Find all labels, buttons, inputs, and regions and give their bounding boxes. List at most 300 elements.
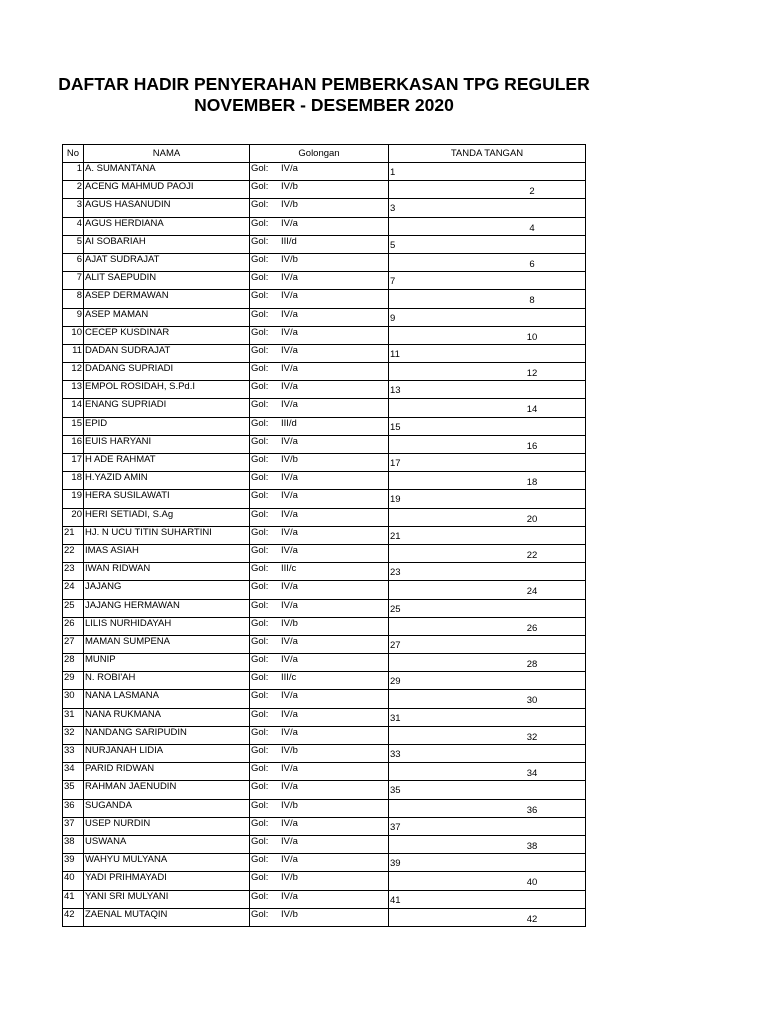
gol-value: IV/b [281,253,298,265]
row-nama: JAJANG HERMAWAN [84,599,250,617]
table-row [63,708,586,726]
header-no: No [63,145,84,163]
gol-value: IV/a [281,599,298,611]
row-number: 14 [63,399,84,417]
row-number: 16 [63,435,84,453]
gol-prefix: Gol: [251,708,269,720]
row-signature [389,781,586,799]
signature-number: 13 [390,385,401,397]
row-number: 38 [63,835,84,853]
row-signature [389,544,586,562]
signature-number: 8 [529,295,535,307]
gol-prefix: Gol: [251,308,269,320]
row-signature [389,363,586,381]
row-number: 33 [63,745,84,763]
table-row [63,817,586,835]
gol-prefix: Gol: [251,253,269,265]
gol-value: IV/b [281,454,298,465]
table-row [63,163,586,181]
row-nama: ASEP DERMAWAN [84,290,250,308]
row-golongan [250,435,389,453]
row-number: 25 [63,599,84,617]
gol-prefix: Gol: [251,817,269,829]
row-number: 6 [63,253,84,271]
row-golongan [250,781,389,799]
gol-value: IV/b [281,617,298,629]
row-golongan [250,890,389,908]
row-nama: MAMAN SUMPENA [84,635,250,653]
row-golongan [250,472,389,490]
row-nama: N. ROBI'AH [84,672,250,690]
row-golongan [250,181,389,199]
row-signature [389,708,586,726]
gol-prefix: Gol: [251,635,269,647]
signature-number: 6 [529,258,535,270]
table-row [63,472,586,490]
row-signature [389,599,586,617]
gol-prefix: Gol: [251,526,269,538]
row-number: 1 [63,163,84,181]
table-row [63,854,586,872]
row-golongan [250,617,389,635]
row-number: 32 [63,726,84,744]
signature-number: 16 [526,440,538,452]
table-row [63,199,586,217]
gol-value: IV/a [281,890,298,902]
row-nama: IWAN RIDWAN [84,563,250,581]
table-row [63,908,586,926]
table-row [63,308,586,326]
row-number: 11 [63,344,84,362]
row-signature [389,563,586,581]
gol-prefix: Gol: [251,399,269,411]
gol-prefix: Gol: [251,199,269,211]
row-signature [389,872,586,890]
gol-prefix: Gol: [251,272,269,284]
gol-value: IV/a [281,763,298,775]
row-golongan [250,817,389,835]
table-row [63,890,586,908]
signature-number: 36 [526,804,538,816]
gol-prefix: Gol: [251,799,269,811]
signature-number: 19 [390,494,401,506]
row-nama: ENANG SUPRIADI [84,399,250,417]
gol-prefix: Gol: [251,835,269,847]
gol-value: IV/b [281,199,298,211]
row-signature [389,854,586,872]
gol-value: IV/a [281,381,298,393]
row-number: 36 [63,799,84,817]
gol-prefix: Gol: [251,508,269,520]
gol-value: IV/a [281,544,298,556]
table-row [63,544,586,562]
row-number: 9 [63,308,84,326]
signature-number: 11 [390,348,400,360]
row-signature [389,908,586,926]
signature-number: 22 [526,549,538,561]
signature-number: 37 [390,821,401,833]
row-nama: AGUS HERDIANA [84,217,250,235]
row-number: 30 [63,690,84,708]
attendance-table [62,144,586,927]
row-signature [389,181,586,199]
row-golongan [250,708,389,726]
row-golongan [250,326,389,344]
row-signature [389,617,586,635]
table-row [63,435,586,453]
row-nama: DADAN SUDRAJAT [84,344,250,362]
document-title-line1: DAFTAR HADIR PENYERAHAN PEMBERKASAN TPG REGULER [58,74,590,94]
row-signature [389,835,586,853]
row-number: 42 [63,908,84,926]
row-nama: ACENG MAHMUD PAOJI [84,181,250,199]
gol-prefix: Gol: [251,654,269,666]
gol-value: IV/a [281,817,298,829]
row-signature [389,581,586,599]
row-golongan [250,635,389,653]
row-golongan [250,217,389,235]
gol-prefix: Gol: [251,454,269,465]
gol-value: III/c [281,672,297,684]
signature-number: 29 [390,676,401,688]
gol-prefix: Gol: [251,235,269,247]
gol-value: IV/a [281,472,298,484]
signature-number: 25 [390,603,401,615]
gol-value: III/d [281,417,297,429]
row-number: 40 [63,872,84,890]
gol-prefix: Gol: [251,381,269,393]
table-row [63,454,586,472]
gol-prefix: Gol: [251,363,269,375]
row-golongan [250,290,389,308]
gol-value: IV/a [281,490,298,502]
gol-value: IV/a [281,690,298,702]
table-row [63,253,586,271]
row-number: 2 [63,181,84,199]
row-nama: HJ. N UCU TITIN SUHARTINI [84,526,250,544]
row-number: 8 [63,290,84,308]
gol-value: IV/a [281,781,298,793]
gol-prefix: Gol: [251,217,269,229]
row-golongan [250,272,389,290]
signature-number: 17 [390,458,401,469]
row-number: 35 [63,781,84,799]
row-signature [389,799,586,817]
gol-value: IV/a [281,217,298,229]
row-number: 31 [63,708,84,726]
table-header-row [63,145,586,163]
row-number: 20 [63,508,84,526]
row-golongan [250,508,389,526]
table-row [63,763,586,781]
row-signature [389,817,586,835]
signature-number: 41 [390,894,401,906]
gol-prefix: Gol: [251,435,269,447]
table-row [63,672,586,690]
signature-number: 27 [390,639,401,651]
row-number: 22 [63,544,84,562]
row-nama: AI SOBARIAH [84,235,250,253]
row-golongan [250,835,389,853]
row-number: 19 [63,490,84,508]
gol-value: IV/a [281,508,298,520]
row-golongan [250,381,389,399]
row-golongan [250,544,389,562]
gol-value: IV/a [281,635,298,647]
signature-number: 26 [526,622,538,634]
signature-number: 39 [390,858,401,870]
row-number: 5 [63,235,84,253]
row-nama: PARID RIDWAN [84,763,250,781]
gol-value: IV/b [281,799,298,811]
gol-prefix: Gol: [251,163,269,174]
signature-number: 1 [390,167,396,178]
gol-prefix: Gol: [251,745,269,756]
row-golongan [250,672,389,690]
signature-number: 3 [390,203,396,215]
gol-prefix: Gol: [251,872,269,884]
row-nama: H ADE RAHMAT [84,454,250,472]
row-nama: YADI PRIHMAYADI [84,872,250,890]
row-number: 17 [63,454,84,472]
gol-value: III/c [281,563,297,575]
row-nama: NANA LASMANA [84,690,250,708]
row-golongan [250,763,389,781]
signature-number: 32 [526,731,538,743]
signature-number: 15 [390,421,401,433]
gol-value: IV/a [281,654,298,666]
row-signature [389,763,586,781]
row-golongan [250,308,389,326]
row-golongan [250,799,389,817]
row-signature [389,690,586,708]
table-row [63,508,586,526]
row-signature [389,490,586,508]
table-row [63,181,586,199]
table-row [63,217,586,235]
gol-prefix: Gol: [251,690,269,702]
row-signature [389,672,586,690]
row-golongan [250,745,389,763]
signature-number: 20 [526,513,538,525]
signature-number: 24 [526,586,538,598]
gol-prefix: Gol: [251,599,269,611]
row-nama: SUGANDA [84,799,250,817]
row-signature [389,272,586,290]
table-row [63,490,586,508]
table-row [63,599,586,617]
gol-value: IV/a [281,272,298,284]
row-number: 37 [63,817,84,835]
gol-prefix: Gol: [251,854,269,866]
table-row [63,344,586,362]
row-golongan [250,854,389,872]
row-golongan [250,726,389,744]
row-signature [389,163,586,181]
row-number: 10 [63,326,84,344]
table-row [63,726,586,744]
header-nama: NAMA [84,145,250,163]
row-nama: IMAS ASIAH [84,544,250,562]
row-nama: HERI SETIADI, S.Ag [84,508,250,526]
row-nama: H.YAZID AMIN [84,472,250,490]
gol-prefix: Gol: [251,290,269,302]
signature-number: 21 [390,530,401,542]
signature-number: 14 [526,404,538,416]
row-nama: YANI SRI MULYANI [84,890,250,908]
gol-prefix: Gol: [251,781,269,793]
row-golongan [250,235,389,253]
table-row [63,781,586,799]
gol-value: IV/a [281,326,298,338]
row-nama: EPID [84,417,250,435]
row-golongan [250,399,389,417]
table-row [63,272,586,290]
row-nama: EMPOL ROSIDAH, S.Pd.I [84,381,250,399]
table-row [63,635,586,653]
row-number: 24 [63,581,84,599]
signature-number: 33 [390,749,401,760]
table-row [63,326,586,344]
row-signature [389,454,586,472]
row-nama: EUIS HARYANI [84,435,250,453]
gol-prefix: Gol: [251,563,269,575]
row-signature [389,308,586,326]
gol-value: IV/a [281,708,298,720]
row-number: 26 [63,617,84,635]
row-golongan [250,599,389,617]
row-number: 23 [63,563,84,581]
table-row [63,526,586,544]
row-nama: ZAENAL MUTAQIN [84,908,250,926]
row-number: 12 [63,363,84,381]
row-nama: LILIS NURHIDAYAH [84,617,250,635]
row-golongan [250,199,389,217]
gol-value: IV/b [281,181,298,193]
row-nama: AGUS HASANUDIN [84,199,250,217]
gol-value: IV/a [281,363,298,375]
row-number: 21 [63,526,84,544]
row-nama: RAHMAN JAENUDIN [84,781,250,799]
signature-number: 9 [390,312,396,324]
gol-prefix: Gol: [251,417,269,429]
gol-prefix: Gol: [251,181,269,193]
row-number: 13 [63,381,84,399]
table-row [63,745,586,763]
gol-value: IV/a [281,581,298,593]
row-signature [389,290,586,308]
row-signature [389,726,586,744]
row-signature [389,508,586,526]
gol-prefix: Gol: [251,344,269,356]
row-signature [389,472,586,490]
signature-number: 4 [529,222,535,234]
row-nama: USEP NURDIN [84,817,250,835]
signature-number: 30 [526,695,538,707]
table-row [63,290,586,308]
gol-prefix: Gol: [251,890,269,902]
gol-prefix: Gol: [251,581,269,593]
signature-number: 34 [526,768,538,780]
table-row [63,381,586,399]
row-number: 27 [63,635,84,653]
row-nama: MUNIP [84,654,250,672]
signature-number: 7 [390,276,396,288]
header-tanda-tangan: TANDA TANGAN [389,145,586,163]
row-golongan [250,344,389,362]
row-golongan [250,563,389,581]
row-signature [389,326,586,344]
table-row [63,563,586,581]
row-golongan [250,526,389,544]
row-nama: A. SUMANTANA [84,163,250,181]
table-row [63,399,586,417]
row-golongan [250,454,389,472]
table-row [63,417,586,435]
row-signature [389,890,586,908]
gol-value: IV/b [281,908,298,920]
gol-value: III/d [281,235,297,247]
row-nama: NANDANG SARIPUDIN [84,726,250,744]
row-signature [389,417,586,435]
row-number: 34 [63,763,84,781]
row-golongan [250,363,389,381]
row-nama: ASEP MAMAN [84,308,250,326]
row-golongan [250,908,389,926]
gol-value: IV/a [281,526,298,538]
gol-value: IV/a [281,726,298,738]
gol-value: IV/a [281,835,298,847]
row-number: 41 [63,890,84,908]
gol-prefix: Gol: [251,472,269,484]
gol-value: IV/b [281,872,298,884]
row-golongan [250,581,389,599]
gol-prefix: Gol: [251,672,269,684]
row-golongan [250,163,389,181]
row-golongan [250,872,389,890]
row-nama: ALIT SAEPUDIN [84,272,250,290]
gol-value: IV/a [281,435,298,447]
row-nama: AJAT SUDRAJAT [84,253,250,271]
row-number: 18 [63,472,84,490]
row-signature [389,381,586,399]
row-signature [389,253,586,271]
gol-value: IV/a [281,854,298,866]
signature-number: 28 [526,659,538,671]
signature-number: 35 [390,785,401,797]
row-nama: JAJANG [84,581,250,599]
row-number: 29 [63,672,84,690]
row-nama: USWANA [84,835,250,853]
gol-prefix: Gol: [251,490,269,502]
row-nama: WAHYU MULYANA [84,854,250,872]
row-signature [389,435,586,453]
gol-prefix: Gol: [251,763,269,775]
gol-value: IV/a [281,308,298,320]
table-row [63,799,586,817]
table-row [63,363,586,381]
signature-number: 12 [526,368,538,380]
gol-value: IV/a [281,344,298,356]
signature-number: 18 [526,477,538,489]
row-number: 7 [63,272,84,290]
row-signature [389,745,586,763]
table-row [63,654,586,672]
row-golongan [250,253,389,271]
row-signature [389,526,586,544]
row-number: 28 [63,654,84,672]
row-signature [389,635,586,653]
